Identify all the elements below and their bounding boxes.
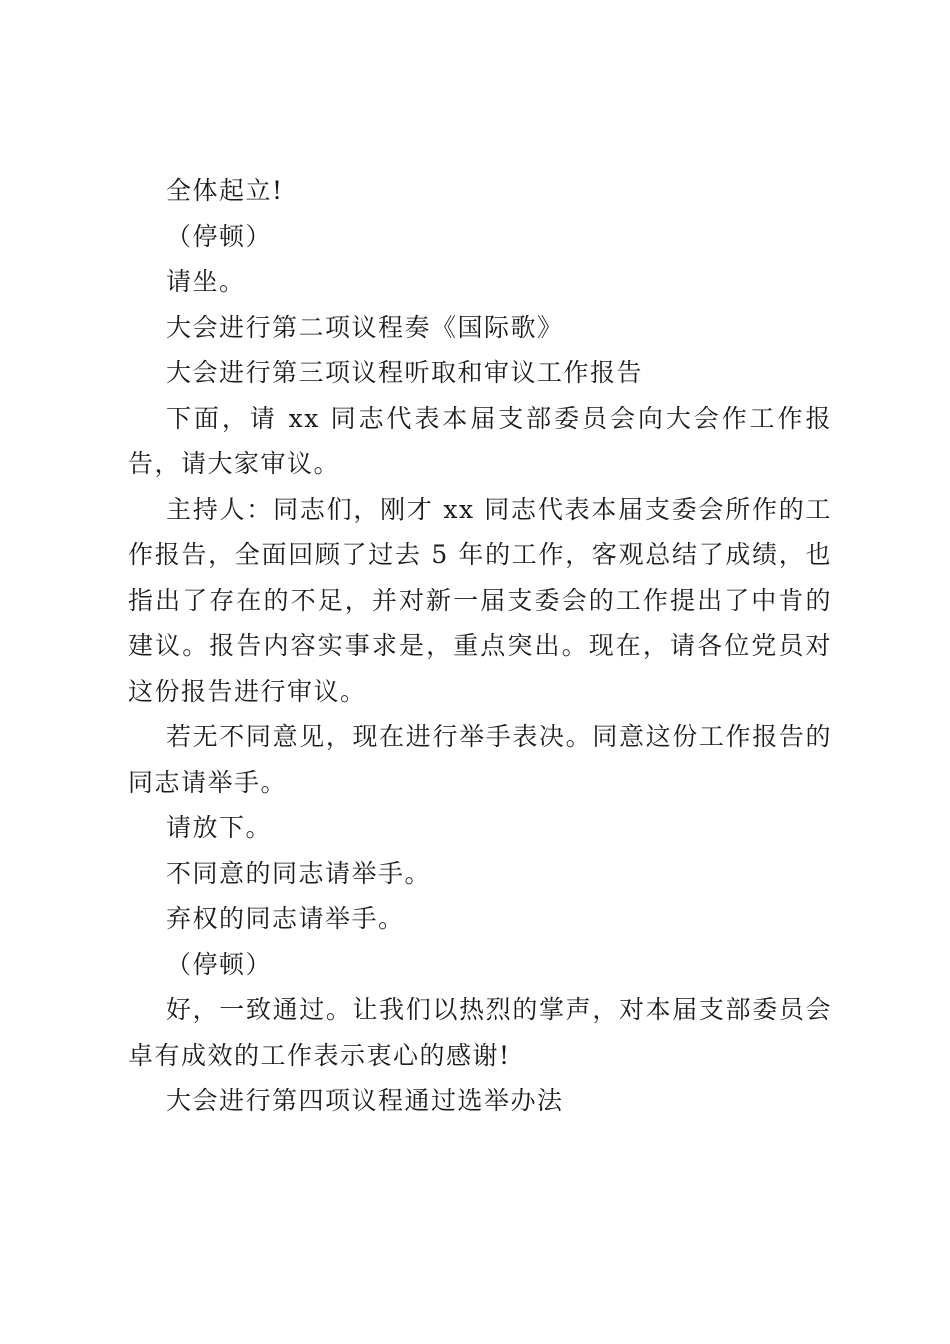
- paragraph-abstain: 弃权的同志请举手。: [166, 904, 405, 933]
- paragraph-oppose: 不同意的同志请举手。: [166, 858, 432, 888]
- paragraph-be-seated: 请坐。: [166, 267, 246, 296]
- paragraph-stand-up: 全体起立!: [166, 176, 284, 205]
- paragraph-host-remarks: 主持人：同志们，刚才 xx 同志代表本届支委会所作的工作报告，全面回顾了过去 5 年的工作，客观总结了成绩，也指出了存在的不足，并对新一届支委会的工作提出了中肯的建议。报告内容实事求是，重点突出。现在，请各位党员对这份报告进行审议。: [128, 494, 832, 706]
- paragraph-pause-2: （停顿）: [166, 949, 273, 979]
- paragraph-unanimous: 好，一致通过。让我们以热烈的掌声，对本届支部委员会卓有成效的工作表示衷心的感谢!: [128, 995, 832, 1070]
- document-body: [128, 168, 832, 1124]
- paragraph-agenda-item-4: 大会进行第四项议程通过选举办法: [166, 1086, 564, 1115]
- paragraph-hands-down: 请放下。: [166, 813, 273, 842]
- paragraph-pause: （停顿）: [166, 221, 273, 251]
- paragraph-agenda-item-3: 大会进行第三项议程听取和审议工作报告: [166, 358, 644, 387]
- paragraph-vote-call: 若无不同意见，现在进行举手表决。同意这份工作报告的同志请举手。: [128, 722, 832, 797]
- paragraph-agenda-item-2: 大会进行第二项议程奏《国际歌》: [166, 312, 564, 342]
- paragraph-report-request: 下面，请 xx 同志代表本届支部委员会向大会作工作报告，请大家审议。: [128, 403, 832, 478]
